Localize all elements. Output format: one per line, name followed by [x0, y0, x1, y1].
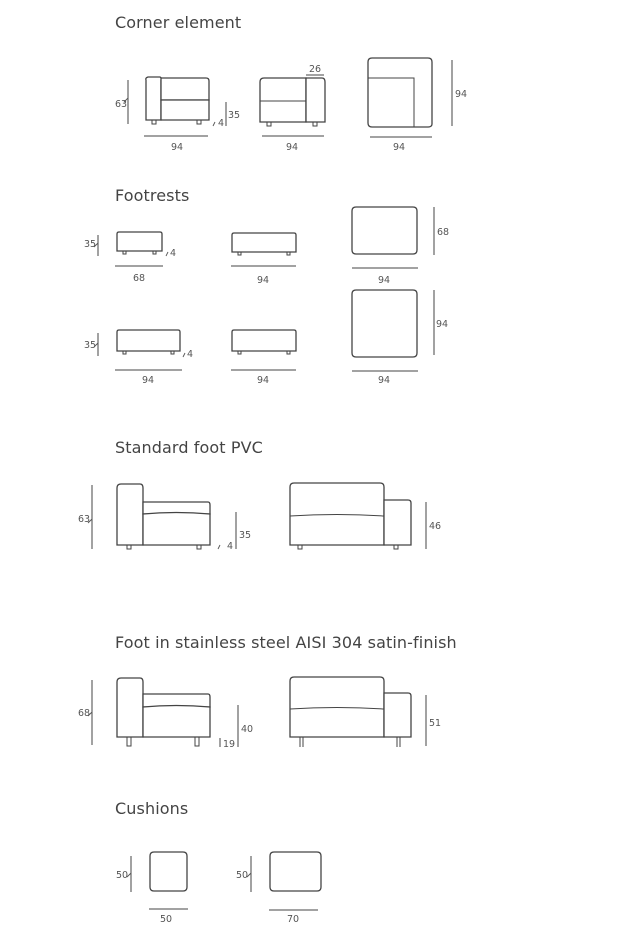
dim-cushion-width-70: 70 [287, 914, 300, 925]
dim-corner-seat-35: 35 [228, 110, 241, 121]
pvc-side-view [290, 483, 426, 549]
dim-footrest-top-94: 94 [378, 275, 391, 286]
dim-footrest-width-68: 68 [133, 273, 146, 284]
dim-cushion2-height-50: 50 [236, 870, 249, 881]
dim-corner-side-width-94: 94 [286, 142, 299, 153]
dim-steel-seat-40: 40 [241, 724, 254, 735]
dim-corner-width-94: 94 [171, 142, 184, 153]
dim-footrest2-depth-94: 94 [436, 319, 449, 330]
section-title-cushions: Cushions [115, 799, 189, 818]
corner-side-view [260, 75, 325, 136]
footrest-68-top [352, 207, 434, 268]
cushion-70-view [247, 852, 321, 910]
dim-footrest2-height-35: 35 [84, 340, 97, 351]
footrest-94-top [352, 290, 434, 371]
dim-footrest-depth-68: 68 [437, 227, 450, 238]
dim-corner-depth-94: 94 [455, 89, 468, 100]
dim-cushion-height-50: 50 [116, 870, 129, 881]
dim-pvc-foot-4: 4 [227, 541, 234, 552]
dim-footrest-foot-4: 4 [170, 248, 177, 259]
section-title-standard-foot-pvc: Standard foot PVC [115, 438, 263, 457]
cushion-50-view [127, 852, 188, 909]
footrest-94-side [231, 233, 296, 266]
dim-steel-back-51: 51 [429, 718, 442, 729]
dim-pvc-back-46: 46 [429, 521, 442, 532]
pvc-front-view [88, 484, 236, 549]
dim-corner-arm-26: 26 [309, 64, 322, 75]
section-title-corner-element: Corner element [115, 13, 242, 32]
dim-steel-height-68: 68 [78, 708, 91, 719]
corner-front-view [124, 77, 209, 136]
dim-footrest2-top-94: 94 [378, 375, 391, 386]
dim-footrest-height-35: 35 [84, 239, 97, 250]
dim-footrest2-width-94: 94 [142, 375, 155, 386]
dim-corner-foot-4: 4 [218, 118, 225, 129]
dim-footrest-side-94: 94 [257, 275, 270, 286]
dim-steel-foot-19: 19 [223, 739, 236, 750]
footrest2-94-side [231, 330, 296, 370]
steel-front-view [88, 678, 238, 747]
section-title-steel-foot: Foot in stainless steel AISI 304 satin-finish [115, 633, 457, 652]
dim-corner-top-width-94: 94 [393, 142, 406, 153]
footrest-94-front [94, 330, 185, 370]
dim-corner-height-63: 63 [115, 99, 128, 110]
dim-cushion-width-50: 50 [160, 914, 173, 925]
dim-pvc-height-63: 63 [78, 514, 91, 525]
footrest-68-front [94, 232, 168, 266]
dim-footrest2-foot-4: 4 [187, 349, 194, 360]
dim-footrest2-side-94: 94 [257, 375, 270, 386]
section-title-footrests: Footrests [115, 186, 190, 205]
dim-pvc-seat-35: 35 [239, 530, 252, 541]
steel-side-view [290, 677, 426, 747]
corner-top-view [368, 58, 452, 137]
